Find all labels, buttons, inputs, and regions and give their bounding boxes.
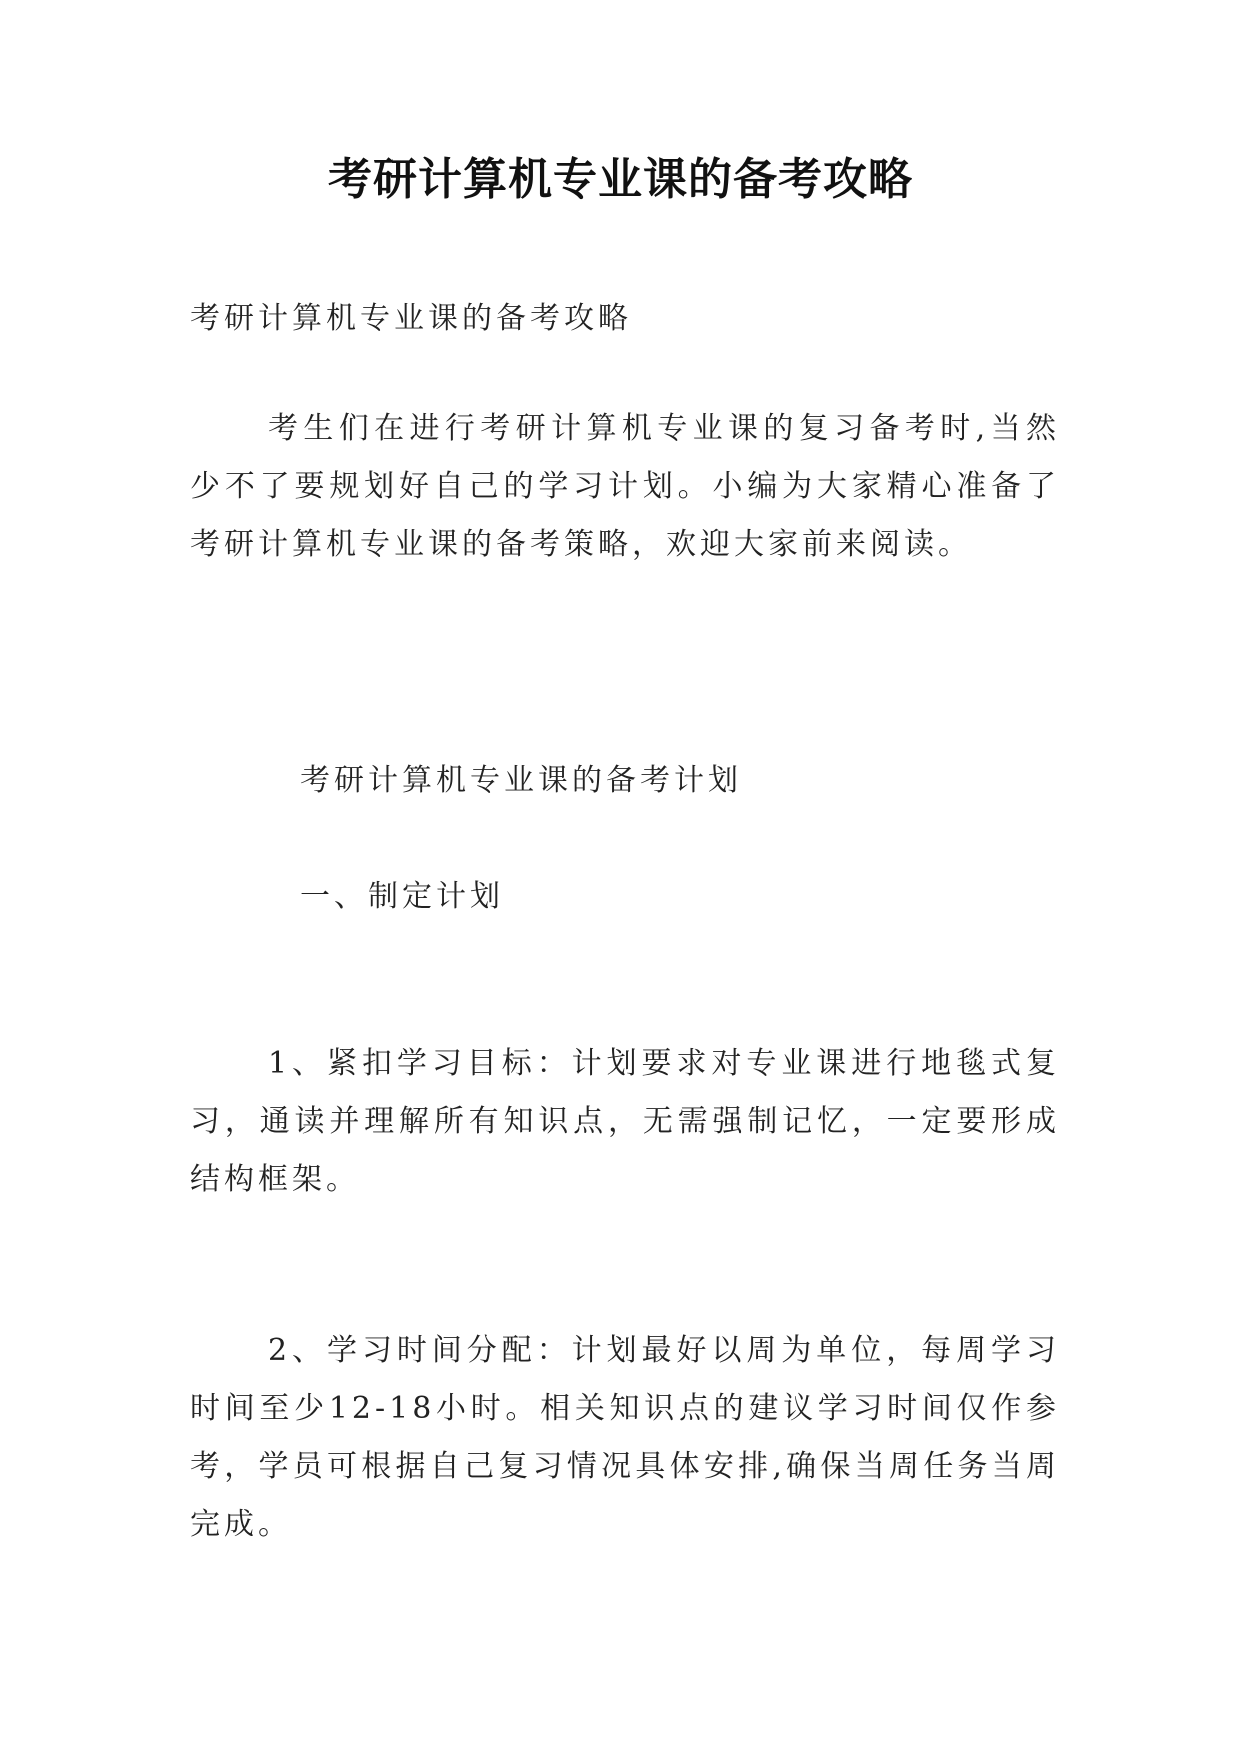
plan-item-1: 1、紧扣学习目标：计划要求对专业课进行地毯式复习，通读并理解所有知识点，无需强制记忆，一定要形成结构框架。	[190, 1046, 1060, 1197]
document-subtitle: 考研计算机专业课的备考攻略	[190, 301, 632, 336]
plan-item-2: 2、学习时间分配：计划最好以周为单位，每周学习时间至少12-18小时。相关知识点的建议学习时间仅作参考，学员可根据自己复习情况具体安排,确保当周任务当周完成。	[190, 1333, 1060, 1542]
section-heading: 一、制定计划	[300, 879, 504, 914]
plan-heading: 考研计算机专业课的备考计划	[300, 763, 742, 798]
intro-paragraph: 考生们在进行考研计算机专业课的复习备考时,当然少不了要规划好自己的学习计划。小编为大家精心准备了考研计算机专业课的备考策略，欢迎大家前来阅读。	[190, 411, 1060, 562]
document-title: 考研计算机专业课的备考攻略	[328, 154, 913, 205]
